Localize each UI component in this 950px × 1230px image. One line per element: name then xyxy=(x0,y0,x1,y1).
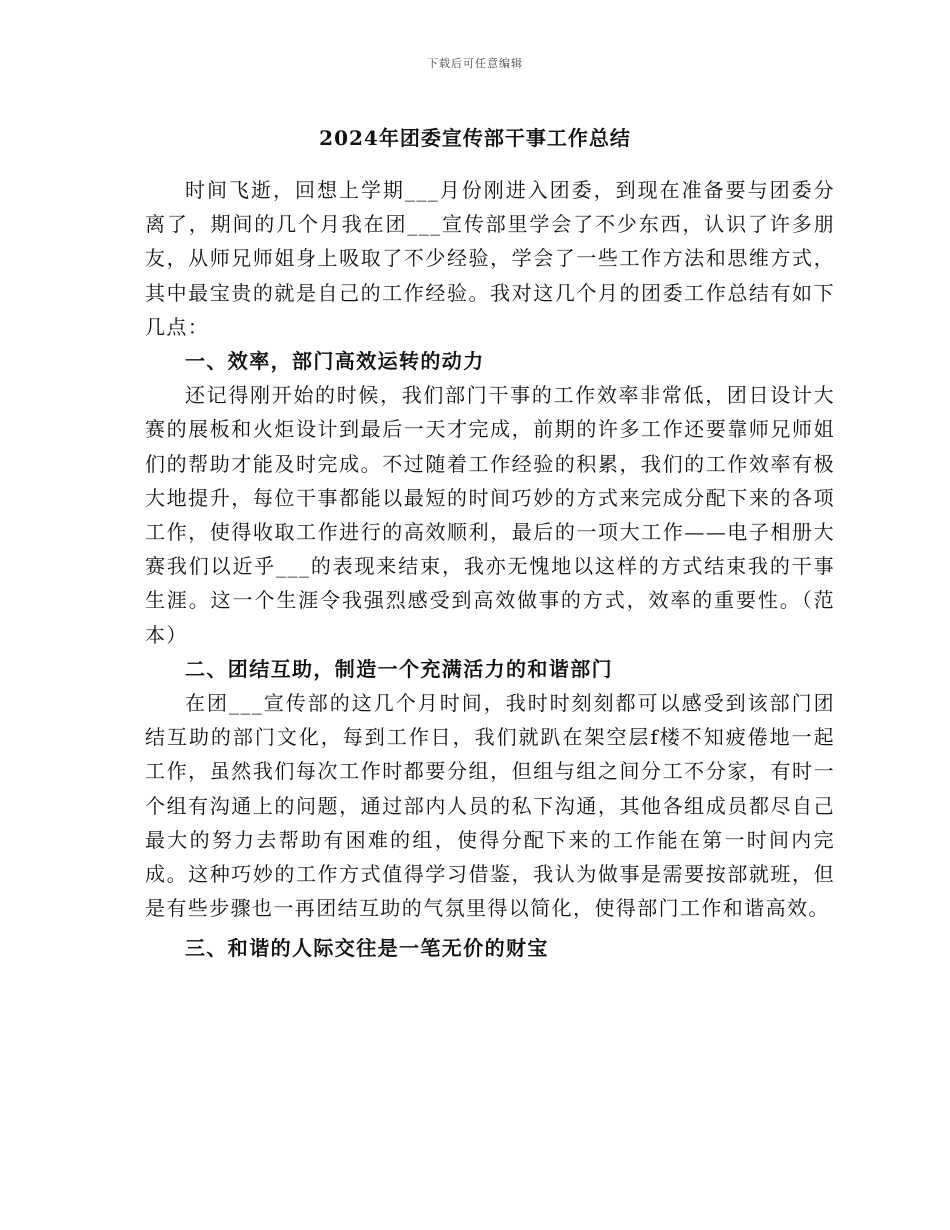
page-title: 2024年团委宣传部干事工作总结 xyxy=(319,126,631,150)
document-body xyxy=(145,173,835,966)
intro-paragraph: 时间飞逝，回想上学期___月份刚进入团委，到现在准备要与团委分离了，期间的几个月我在团___宣传部里学会了不少东西，认识了许多朋友，从师兄师姐身上吸取了不少经验，学会了一些工作方法和思维方式，其中最宝贵的就是自己的工作经验。我对这几个月的团委工作总结有如下几点： xyxy=(145,178,835,339)
section-heading-1: 一、效率，部门高效运转的动力 xyxy=(185,349,485,374)
header-note: 下载后可任意编辑 xyxy=(427,57,523,70)
section-2-paragraph: 在团___宣传部的这几个月时间，我时时刻刻都可以感受到该部门团结互助的部门文化，每到工作日，我们就趴在架空层f楼不知疲倦地一起工作，虽然我们每次工作时都要分组，但组与组之间分工不分家，有时一个组有沟通上的问题，通过部内人员的私下沟通，其他各组成员都尽自己最大的努力去帮助有困难的组，使得分配下来的工作能在第一时间内完成。这种巧妙的工作方式值得学习借鉴，我认为做事是需要按部就班，但是有些步骤也一再团结互助的气氛里得以简化，使得部门工作和谐高效。 xyxy=(145,691,835,921)
section-heading-3: 三、和谐的人际交往是一笔无价的财宝 xyxy=(185,936,549,961)
section-1-paragraph: 还记得刚开始的时候，我们部门干事的工作效率非常低，团日设计大赛的展板和火炬设计到最后一天才完成，前期的许多工作还要靠师兄师姐们的帮助才能及时完成。不过随着工作经验的积累，我们的工作效率有极大地提升，每位干事都能以最短的时间巧妙的方式来完成分配下来的各项工作，使得收取工作进行的高效顺利，最后的一项大工作——电子相册大赛我们以近乎___的表现来结束，我亦无愧地以这样的方式结束我的干事生涯。这一个生涯令我强烈感受到高效做事的方式，效率的重要性。（范本） xyxy=(145,383,835,647)
section-heading-2: 二、团结互助，制造一个充满活力的和谐部门 xyxy=(185,656,613,681)
